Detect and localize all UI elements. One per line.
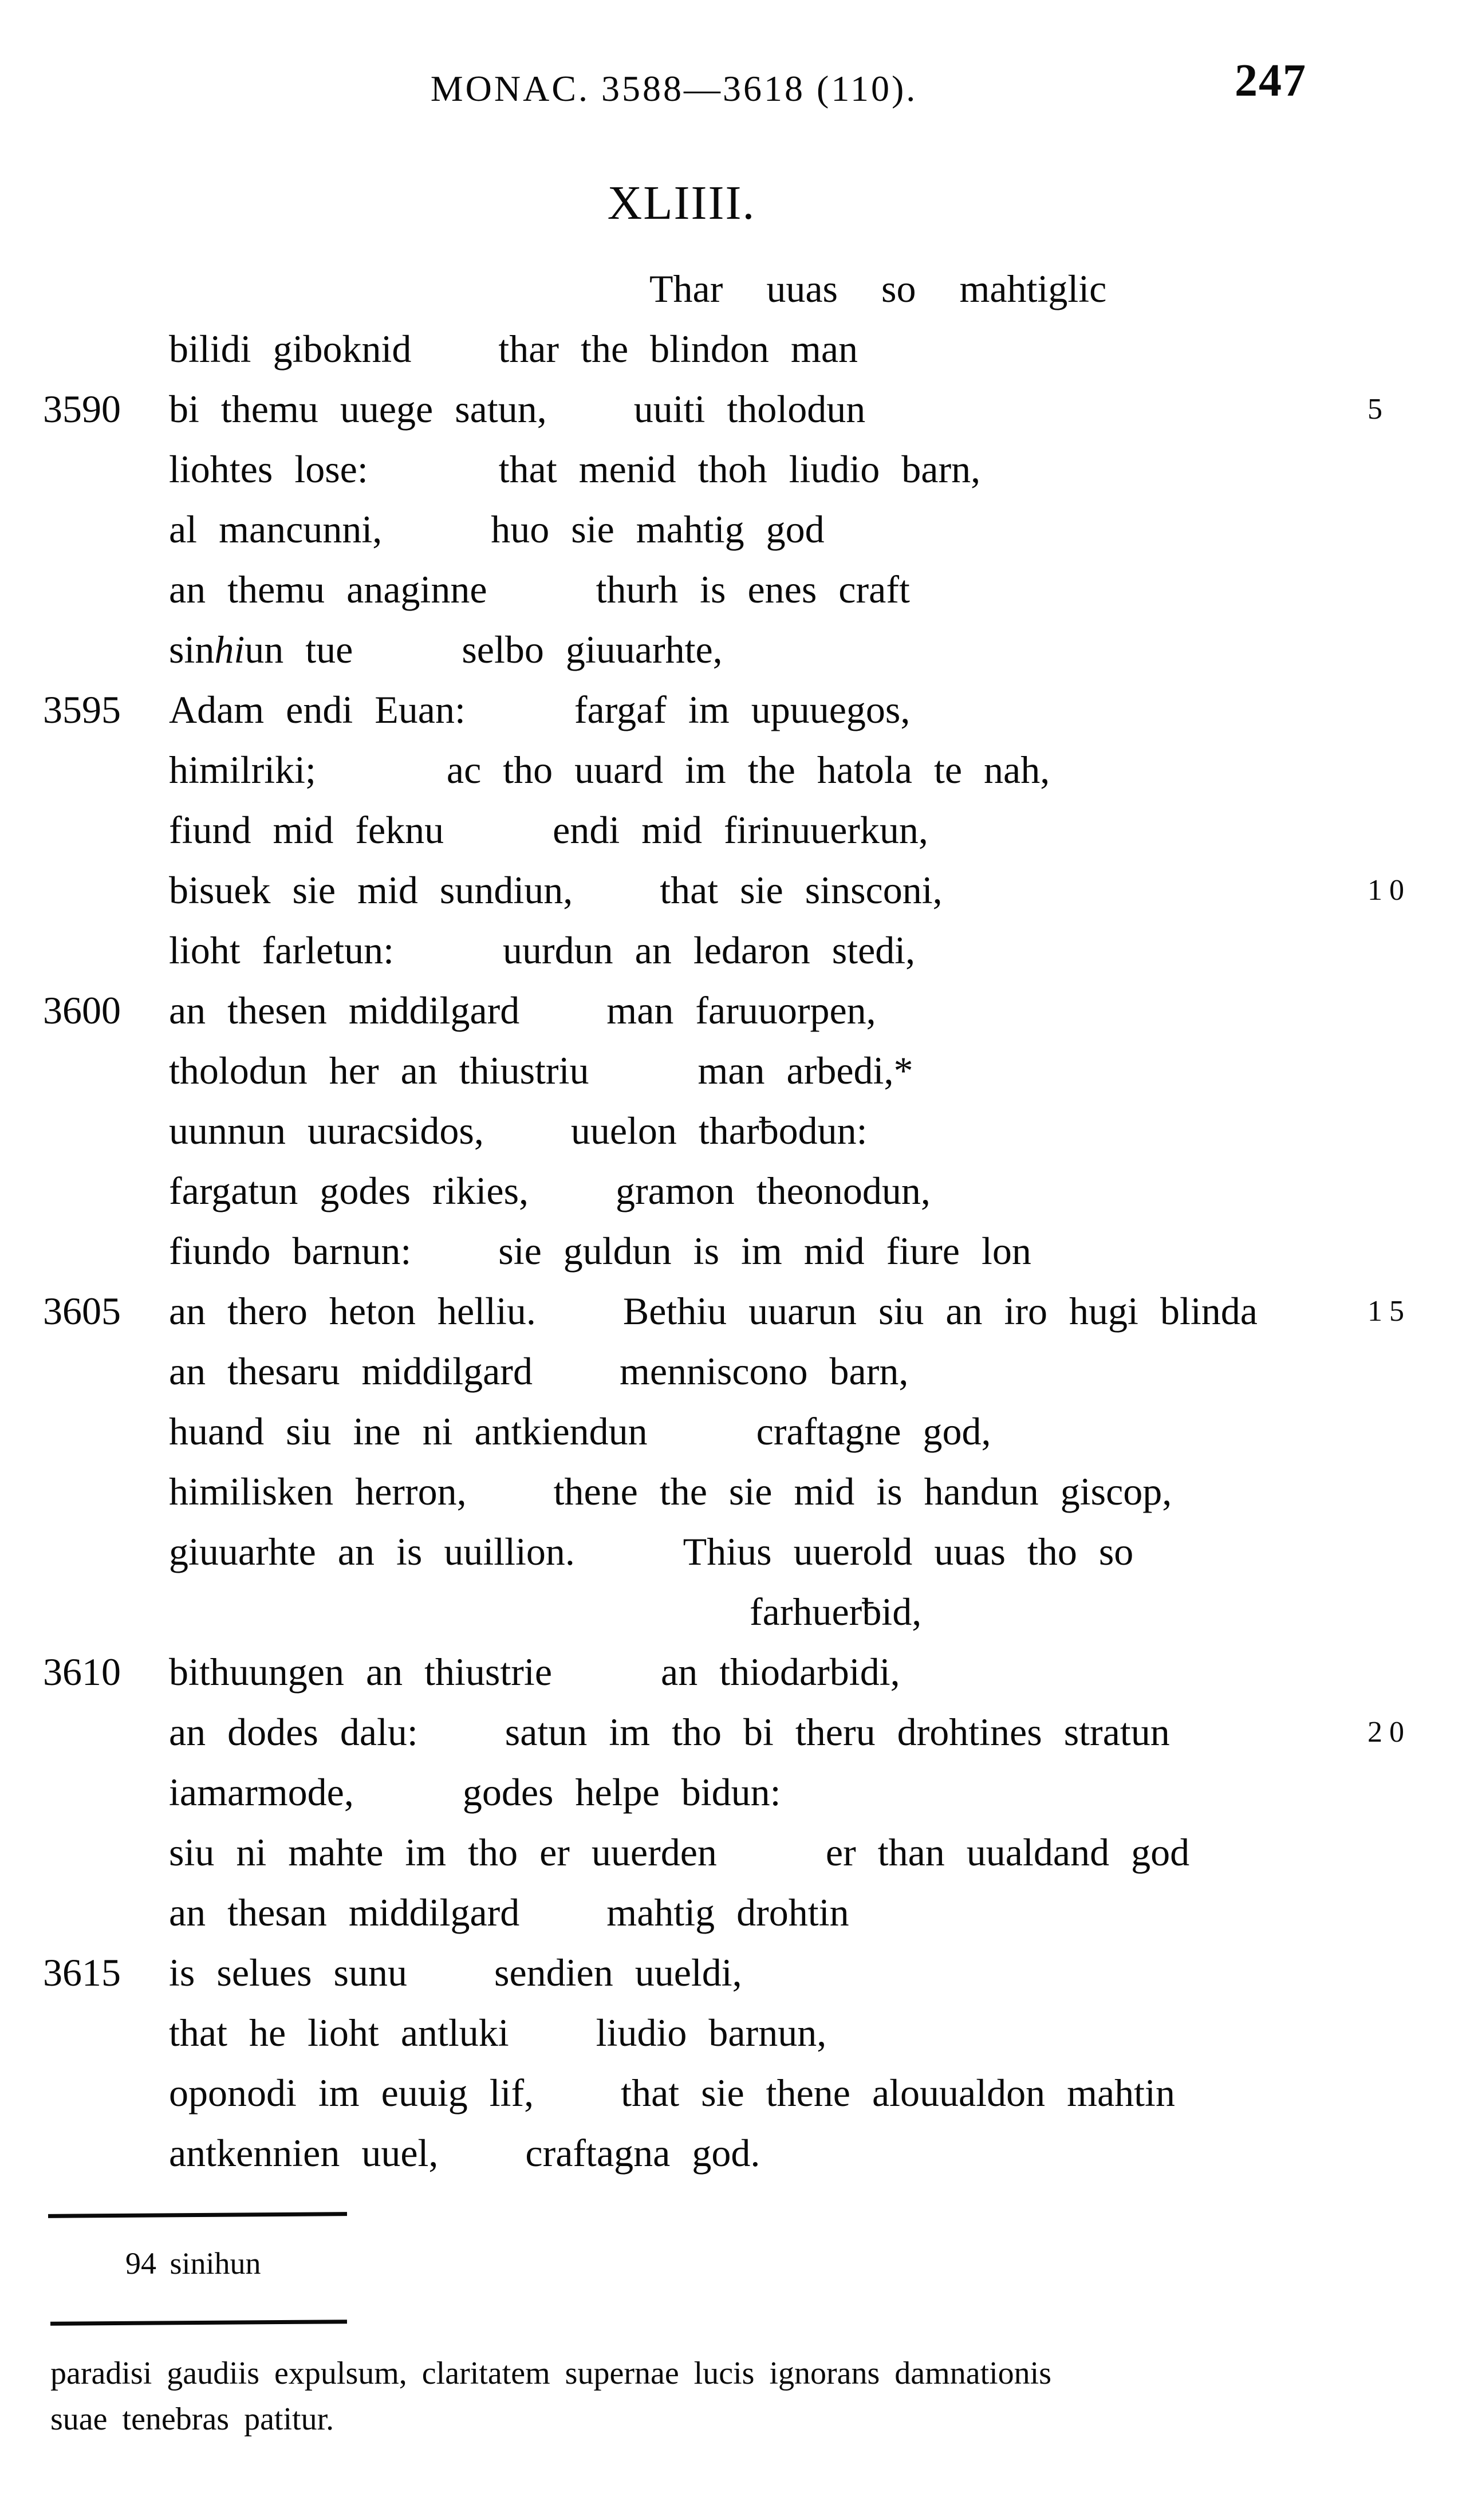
poem-line	[0, 740, 1466, 800]
poem-line	[0, 2003, 1466, 2063]
poem-line	[0, 1221, 1466, 1281]
verse-text: Adam endi Euan: fargaf im upuuegos,	[169, 688, 911, 731]
poem-line	[0, 259, 1466, 319]
verse-text: antkennien uuel, craftagna god.	[169, 2131, 760, 2175]
verse-text: uunnun uuracsidos, uuelon tharƀodun:	[169, 1109, 868, 1152]
poem-line	[0, 680, 1466, 740]
poem-line	[0, 499, 1466, 560]
divider-rule-top	[48, 2212, 347, 2218]
poem-line	[0, 1462, 1466, 1522]
poem-line	[0, 1401, 1466, 1462]
apparatus-note: 94 sinihun	[125, 2246, 261, 2281]
verse-text: an themu anaginne thurh is enes craft	[169, 568, 910, 611]
poem-line	[0, 920, 1466, 981]
poem-line	[0, 1341, 1466, 1401]
poem-line	[0, 1041, 1466, 1101]
verse-text: bisuek sie mid sundiun, that sie sinsconi,	[169, 868, 943, 912]
verse-text: lioht farletun: uurdun an ledaron stedi,	[169, 928, 916, 972]
verse-text: sinhiun tue selbo giuuarhte,	[169, 628, 723, 671]
verse-text: fiundo barnun: sie guldun is im mid fiure lon	[169, 1229, 1031, 1273]
poem-line	[0, 2063, 1466, 2123]
poem-line	[0, 560, 1466, 620]
page-number: 247	[1235, 56, 1307, 106]
poem-line	[0, 1943, 1466, 2003]
verse-text: liohtes lose: that menid thoh liudio barn,	[169, 447, 981, 491]
margin-line-number: 5	[1368, 393, 1389, 426]
running-head: MONAC. 3588—3618 (110).	[430, 68, 918, 109]
poem-line	[0, 981, 1466, 1041]
verse-number: 3595	[43, 688, 121, 731]
poem-line	[0, 1161, 1466, 1221]
poem-line	[0, 2123, 1466, 2183]
verse-text: bi themu uuege satun, uuiti tholodun	[169, 387, 866, 431]
poem-line	[0, 1522, 1466, 1582]
verse-text: iamarmode, godes helpe bidun:	[169, 1770, 781, 1814]
margin-line-number: 20	[1368, 1716, 1411, 1749]
divider-rule-bottom	[50, 2320, 347, 2326]
verse-text: an thesaru middilgard menniscono barn,	[169, 1349, 909, 1393]
latin-footnote-line: suae tenebras patitur.	[50, 2401, 334, 2437]
poem-line	[0, 1281, 1466, 1341]
verse-number: 3600	[43, 989, 121, 1032]
poem-line	[0, 860, 1466, 920]
poem-line	[0, 439, 1466, 499]
poem-block	[0, 259, 1466, 2183]
verse-text: fargatun godes rikies, gramon theonodun,	[169, 1169, 931, 1212]
poem-line	[0, 1822, 1466, 1883]
verse-text: oponodi im euuig lif, that sie thene alouualdon mahtin	[169, 2071, 1175, 2115]
verse-number: 3590	[43, 387, 121, 431]
poem-line	[0, 800, 1466, 860]
poem-line	[0, 1762, 1466, 1822]
verse-text: an thesan middilgard mahtig drohtin	[169, 1891, 849, 1934]
verse-text: al mancunni, huo sie mahtig god	[169, 507, 825, 551]
poem-line	[0, 620, 1466, 680]
verse-text: himilriki; ac tho uuard im the hatola te nah,	[169, 748, 1050, 792]
verse-text: that he lioht antluki liudio barnun,	[169, 2011, 827, 2054]
poem-line	[0, 1883, 1466, 1943]
verse-text: is selues sunu sendien uueldi,	[169, 1951, 742, 1994]
verse-text: tholodun her an thiustriu man arbedi,*	[169, 1049, 913, 1092]
verse-text: an dodes dalu: satun im tho bi theru drohtines stratun	[169, 1710, 1170, 1754]
verse-text: fiund mid feknu endi mid firinuuerkun,	[169, 808, 928, 852]
verse-text: bilidi giboknid thar the blindon man	[169, 327, 858, 371]
verse-number: 3605	[43, 1289, 121, 1333]
verse-text: giuuarhte an is uuillion. Thius uuerold uuas tho so	[169, 1530, 1134, 1573]
verse-text: Thar uuas so mahtiglic	[649, 267, 1107, 310]
verse-text: siu ni mahte im tho er uuerden er than uualdand god	[169, 1830, 1190, 1874]
margin-line-number: 15	[1368, 1295, 1411, 1328]
poem-line	[0, 379, 1466, 439]
verse-number: 3610	[43, 1650, 121, 1694]
poem-line	[0, 1702, 1466, 1762]
poem-line	[0, 1642, 1466, 1702]
verse-text: an thesen middilgard man faruuorpen,	[169, 989, 876, 1032]
margin-line-number: 10	[1368, 874, 1411, 907]
poem-line	[0, 1101, 1466, 1161]
verse-text: farhuerƀid,	[750, 1590, 922, 1633]
verse-number: 3615	[43, 1951, 121, 1994]
verse-text: an thero heton helliu. Bethiu uuarun siu an iro hugi blinda	[169, 1289, 1258, 1333]
poem-line	[0, 1582, 1466, 1642]
section-title: XLIIII.	[607, 176, 756, 230]
verse-text: bithuungen an thiustrie an thiodarbidi,	[169, 1650, 900, 1694]
latin-footnote	[50, 2350, 1425, 2442]
poem-line	[0, 319, 1466, 379]
verse-text: huand siu ine ni antkiendun craftagne god,	[169, 1409, 991, 1453]
latin-footnote-line: paradisi gaudiis expulsum, claritatem supernae lucis ignorans damnationis	[50, 2356, 1052, 2391]
verse-text: himilisken herron, thene the sie mid is handun giscop,	[169, 1470, 1172, 1513]
